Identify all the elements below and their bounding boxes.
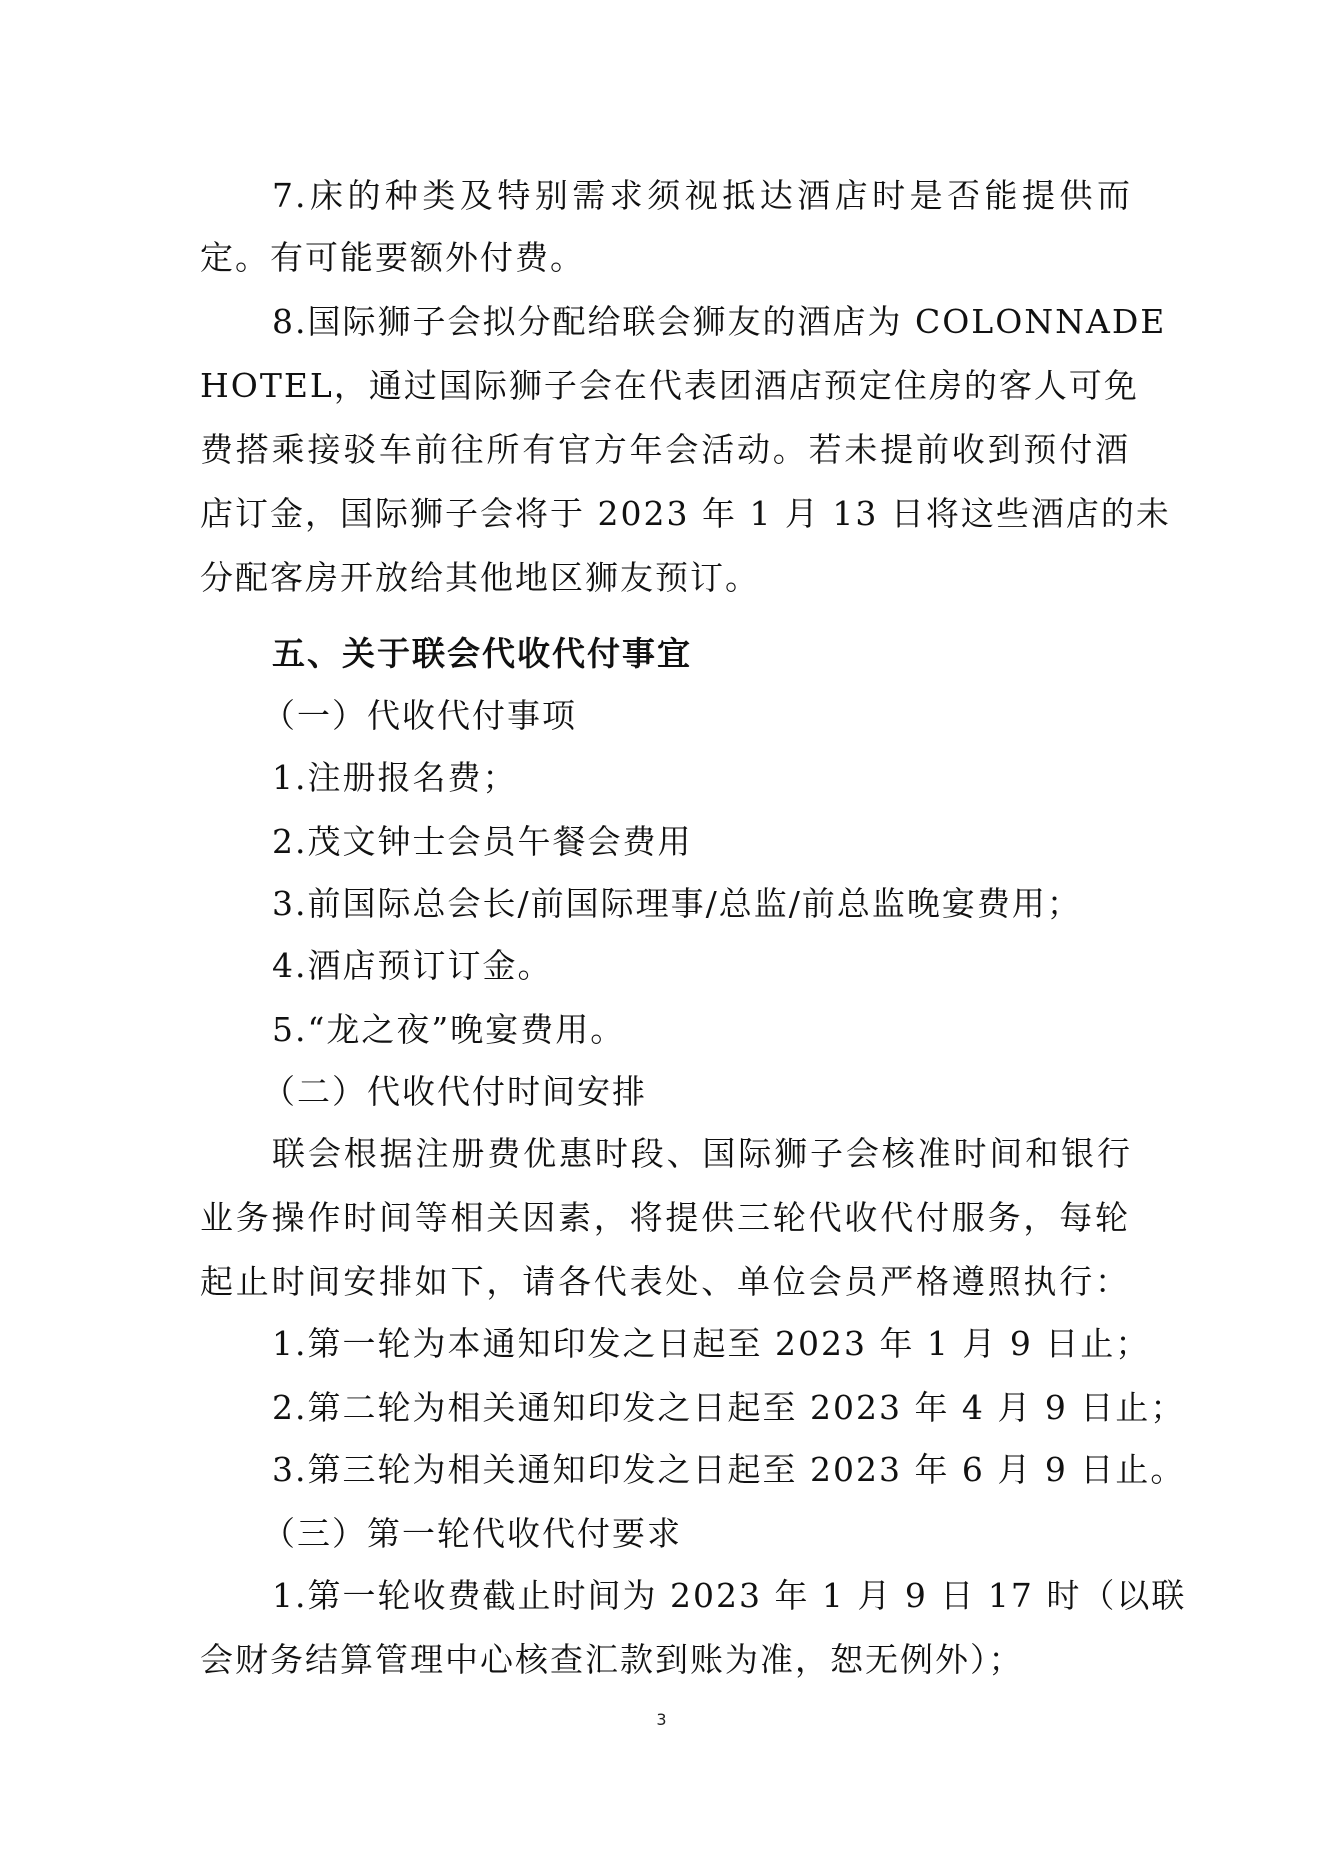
item8-line5: 分配客房开放给其他地区狮友预订。 xyxy=(200,558,760,597)
sub2-title: （二）代收代付时间安排 xyxy=(262,1072,647,1111)
sub1-title: （一）代收代付事项 xyxy=(262,696,577,735)
item7-line2: 定。有可能要额外付费。 xyxy=(200,238,585,277)
sub1-item-2: 2.茂文钟士会员午餐会费用 xyxy=(272,822,693,861)
section5-title: 五、关于联会代收代付事宜 xyxy=(272,634,692,673)
item8-line1: 8.国际狮子会拟分配给联会狮友的酒店为 COLONNADE xyxy=(272,302,1167,341)
item7-line1: 7.床的种类及特别需求须视抵达酒店时是否能提供而 xyxy=(272,176,1132,215)
sub2-para-line1: 联会根据注册费优惠时段、国际狮子会核准时间和银行 xyxy=(272,1134,1132,1173)
sub2-item-1: 1.第一轮为本通知印发之日起至 2023 年 1 月 9 日止； xyxy=(272,1324,1151,1363)
sub1-item-1: 1.注册报名费； xyxy=(272,758,518,797)
sub1-item-4: 4.酒店预订订金。 xyxy=(272,946,553,985)
sub1-item-5: 5.“龙之夜”晚宴费用。 xyxy=(272,1010,626,1049)
sub3-item1-line1: 1.第一轮收费截止时间为 2023 年 1 月 9 日 17 时（以联 xyxy=(272,1576,1187,1615)
sub1-item-3: 3.前国际总会长/前国际理事/总监/前总监晚宴费用； xyxy=(272,884,1082,923)
item8-line4: 店订金，国际狮子会将于 2023 年 1 月 13 日将这些酒店的未 xyxy=(200,494,1171,533)
sub2-item-2: 2.第二轮为相关通知印发之日起至 2023 年 4 月 9 日止； xyxy=(272,1388,1186,1427)
sub2-para-line3: 起止时间安排如下，请各代表处、单位会员严格遵照执行： xyxy=(200,1262,1130,1301)
sub2-item-3: 3.第三轮为相关通知印发之日起至 2023 年 6 月 9 日止。 xyxy=(272,1450,1186,1489)
sub3-title: （三）第一轮代收代付要求 xyxy=(262,1514,682,1553)
item8-line2: HOTEL，通过国际狮子会在代表团酒店预定住房的客人可免 xyxy=(200,366,1139,405)
item8-line3: 费搭乘接驳车前往所有官方年会活动。若未提前收到预付酒 xyxy=(200,430,1130,469)
page-number: 3 xyxy=(656,1710,667,1729)
sub2-para-line2: 业务操作时间等相关因素，将提供三轮代收代付服务，每轮 xyxy=(200,1198,1130,1237)
sub3-item1-line2: 会财务结算管理中心核查汇款到账为准，恕无例外）； xyxy=(200,1640,1024,1679)
